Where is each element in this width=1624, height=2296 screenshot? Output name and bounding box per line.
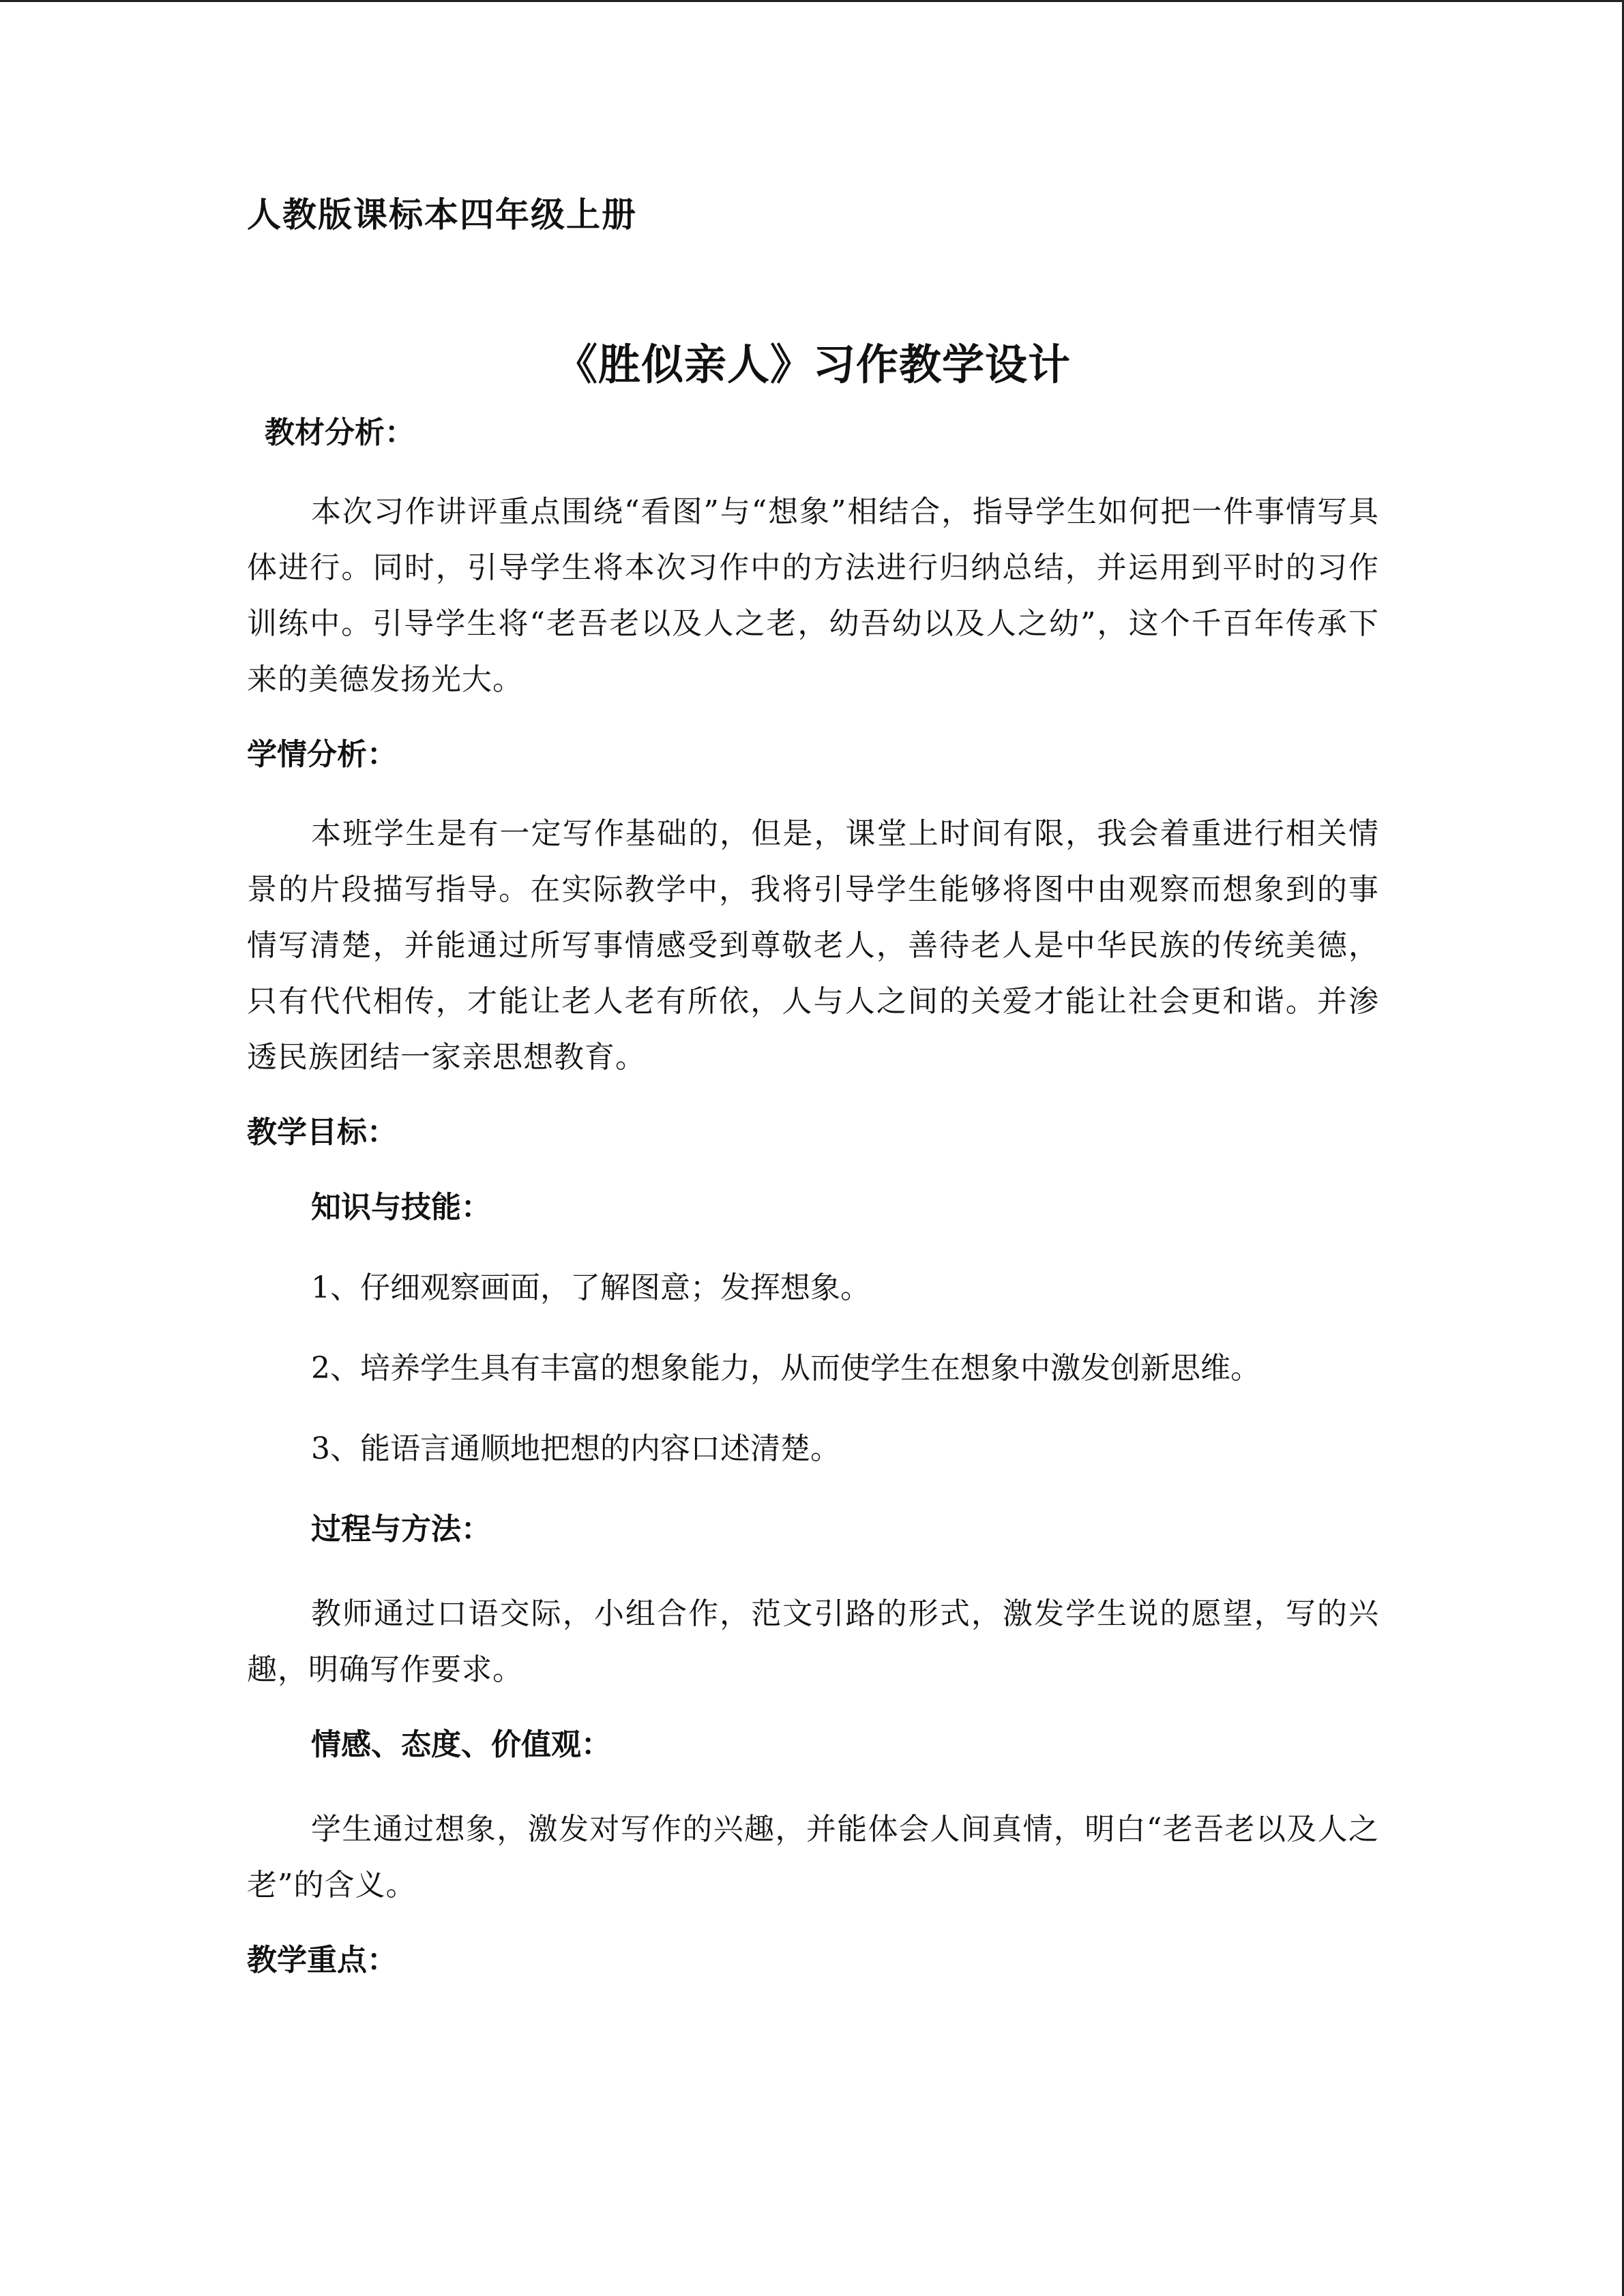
emotion-values-text: 学生通过想象，激发对写作的兴趣，并能体会人间真情，明白“老吾老以及人之老”的含义。 bbox=[247, 1812, 1379, 1903]
knowledge-item-1: 1、仔细观察画面，了解图意；发挥想象。 bbox=[311, 1270, 870, 1305]
document-title: 《胜似亲人》习作教学设计 bbox=[555, 340, 1071, 389]
material-analysis-text: 本次习作讲评重点围绕“看图”与“想象”相结合，指导学生如何把一件事情写具体进行。同时，引导学生将本次习作中的方法进行归纳总结，并运用到平时的习作训练中。引导学生将“老吾老以及人之老，幼吾幼以及人之幼”，这个千百年传承下来的美德发扬光大。 bbox=[247, 494, 1379, 697]
student-analysis-heading: 学情分析： bbox=[247, 737, 397, 772]
teaching-focus-heading: 教学重点： bbox=[247, 1943, 397, 1978]
document-body bbox=[247, 191, 1379, 2012]
knowledge-skills-heading: 知识与技能： bbox=[311, 1190, 491, 1225]
document-subtitle: 人教版课标本四年级上册 bbox=[247, 195, 637, 235]
knowledge-item-3: 3、能语言通顺地把想的内容口述清楚。 bbox=[311, 1431, 840, 1466]
teaching-goals-heading: 教学目标： bbox=[247, 1115, 397, 1150]
process-method-text: 教师通过口语交际，小组合作，范文引路的形式，激发学生说的愿望，写的兴趣，明确写作要求。 bbox=[247, 1596, 1379, 1687]
material-analysis-heading: 教材分析： bbox=[265, 415, 415, 450]
page-top-border bbox=[0, 0, 1624, 2]
process-method-heading: 过程与方法： bbox=[311, 1512, 491, 1547]
student-analysis-text: 本班学生是有一定写作基础的，但是，课堂上时间有限，我会着重进行相关情景的片段描写指导。在实际教学中，我将引导学生能够将图中由观察而想象到的事情写清楚，并能通过所写事情感受到尊敬老人，善待老人是中华民族的传统美德，只有代代相传，才能让老人老有所依，人与人之间的关爱才能让社会更和谐。并渗透民族团结一家亲思想教育。 bbox=[247, 816, 1379, 1075]
knowledge-item-2: 2、培养学生具有丰富的想象能力，从而使学生在想象中激发创新思维。 bbox=[311, 1351, 1260, 1386]
emotion-values-heading: 情感、态度、价值观： bbox=[311, 1727, 611, 1762]
